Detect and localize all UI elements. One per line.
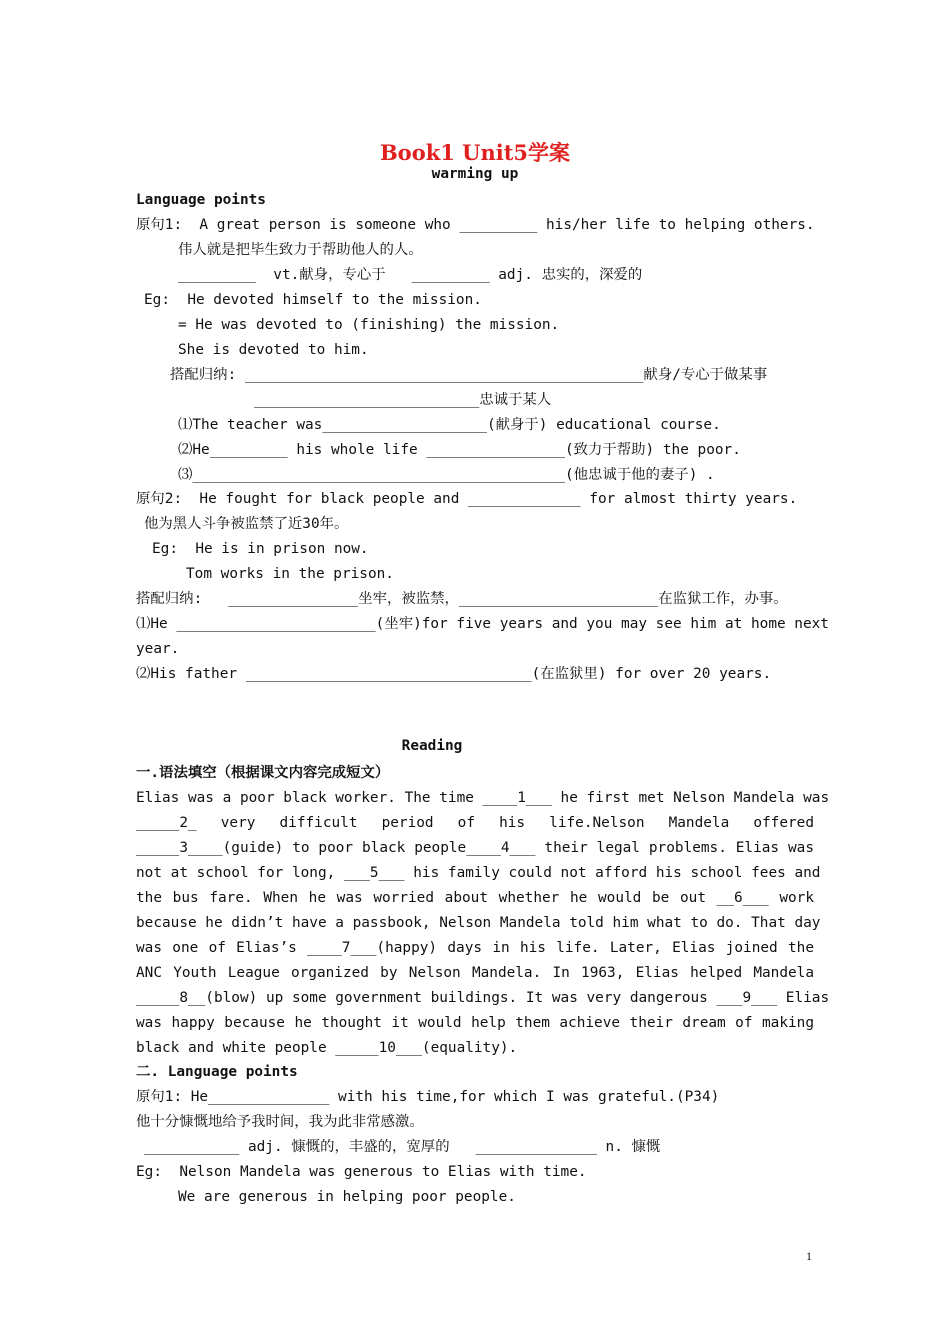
example-line: She is devoted to him. bbox=[178, 342, 369, 358]
sentence-1-vocab: _________ vt.献身，专心于 _________ adj. 忠实的，深爱的 bbox=[178, 267, 643, 283]
exercise-line: ⑴The teacher was___________________(献身于) educational course. bbox=[178, 417, 721, 433]
collocation-line: __________________________忠诚于某人 bbox=[254, 392, 552, 408]
passage-line: the bus fare. When he was worried about whether he would be out __6___ work bbox=[136, 890, 814, 906]
example-line: We are generous in helping poor people. bbox=[178, 1189, 516, 1205]
sentence-3: 原句1: He______________ with his time,for which I was grateful.(P34) bbox=[136, 1089, 720, 1105]
section-heading-warming-up: warming up bbox=[431, 166, 519, 182]
passage-line: because he didn’t have a passbook, Nelson Mandela told him what to do. That day bbox=[136, 915, 821, 931]
passage-line: was happy because he thought it would help them achieve their dream of making bbox=[136, 1015, 814, 1031]
passage-line: Elias was a poor black worker. The time ____1___ he first met Nelson Mandela was bbox=[136, 790, 830, 806]
sentence-3-vocab: ___________ adj. 慷慨的，丰盛的，宽厚的 ______________ n. 慷慨 bbox=[144, 1139, 661, 1155]
exercise-line: ⑵He_________ his whole life ________________(致力于帮助) the poor. bbox=[178, 442, 741, 458]
example-line: = He was devoted to (finishing) the mission. bbox=[178, 317, 560, 333]
exercise-line: ⑵His father _________________________________(在监狱里) for over 20 years. bbox=[136, 666, 772, 682]
sentence-1-translation: 伟人就是把毕生致力于帮助他人的人。 bbox=[178, 242, 423, 258]
page-number: 1 bbox=[806, 1249, 812, 1263]
collocation-line: 搭配归纳: ______________________________________________献身/专心于做某事 bbox=[170, 367, 768, 383]
sentence-2-translation: 他为黑人斗争被监禁了近30年。 bbox=[144, 516, 349, 532]
sentence-1: 原句1: A great person is someone who _________ his/her life to helping others. bbox=[136, 217, 815, 233]
page-title: Book1 Unit5学案 bbox=[379, 140, 571, 165]
section-heading-reading: Reading bbox=[401, 738, 463, 754]
sentence-2: 原句2: He fought for black people and _____________ for almost thirty years. bbox=[136, 491, 798, 507]
exercise-line: ⑶___________________________________________(他忠诚于他的妻子) . bbox=[178, 467, 715, 483]
passage-line: not at school for long, ___5___ his family could not afford his school fees and bbox=[136, 865, 821, 881]
passage-line: _____2_ very difficult period of his life.Nelson Mandela offered bbox=[136, 815, 814, 831]
part-2-heading: 二. Language points bbox=[136, 1064, 298, 1080]
passage-line: _____3____(guide) to poor black people____4___ their legal problems. Elias was bbox=[136, 840, 814, 856]
exercise-line: ⑴He _______________________(坐牢)for five years and you may see him at home next bbox=[136, 616, 829, 632]
language-points-heading: Language points bbox=[136, 192, 266, 208]
example-line: Eg: He is in prison now. bbox=[152, 541, 369, 557]
part-1-heading: 一.语法填空（根据课文内容完成短文） bbox=[136, 765, 390, 781]
example-line: Tom works in the prison. bbox=[186, 566, 394, 582]
collocation-line: 搭配归纳: _______________坐牢，被监禁，_______________________在监狱工作，办事。 bbox=[136, 591, 788, 607]
exercise-line: year. bbox=[136, 641, 180, 657]
passage-line: black and white people _____10___(equality). bbox=[136, 1040, 518, 1056]
passage-line: _____8__(blow) up some government buildings. It was very dangerous ___9___ Elias bbox=[136, 990, 830, 1006]
sentence-3-translation: 他十分慷慨地给予我时间，我为此非常感激。 bbox=[136, 1114, 424, 1130]
example-line: Eg: He devoted himself to the mission. bbox=[144, 292, 482, 308]
passage-line: ANC Youth League organized by Nelson Mandela. In 1963, Elias helped Mandela bbox=[136, 965, 814, 981]
passage-line: was one of Elias’s ____7___(happy) days in his life. Later, Elias joined the bbox=[136, 940, 814, 956]
example-line: Eg: Nelson Mandela was generous to Elias with time. bbox=[136, 1164, 587, 1180]
